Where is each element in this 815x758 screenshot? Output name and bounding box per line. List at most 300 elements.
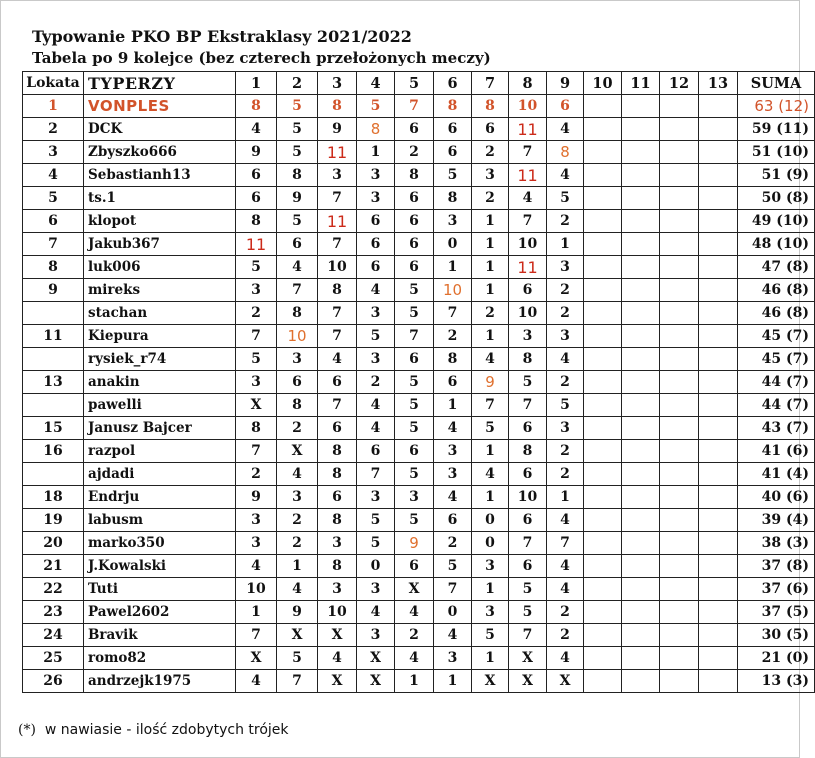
round-score-cell: 5 — [357, 509, 395, 532]
round-score-cell — [584, 417, 622, 440]
table-row — [23, 394, 815, 417]
round-score-cell: 4 — [357, 394, 395, 417]
round-score-cell — [699, 578, 738, 601]
table-row — [23, 601, 815, 624]
round-score-cell: X — [472, 670, 509, 693]
table-row — [23, 417, 815, 440]
round-score-cell — [622, 486, 660, 509]
round-score-cell — [622, 394, 660, 417]
table-row — [23, 670, 815, 693]
round-score-cell — [622, 509, 660, 532]
total-points-cell: 41 (6) — [738, 440, 815, 463]
round-score-cell — [584, 348, 622, 371]
round-score-cell: 6 — [395, 440, 434, 463]
round-score-cell: 4 — [277, 256, 318, 279]
round-score-cell: 7 — [318, 394, 357, 417]
round-score-cell: 9 — [277, 601, 318, 624]
round-score-cell: 2 — [395, 624, 434, 647]
round-score-cell: 4 — [318, 348, 357, 371]
table-row — [23, 118, 815, 141]
round-score-cell — [699, 670, 738, 693]
round-score-cell: 3 — [395, 486, 434, 509]
player-name-cell: ajdadi — [84, 463, 236, 486]
total-points-cell: 45 (7) — [738, 325, 815, 348]
player-name-cell: anakin — [84, 371, 236, 394]
round-score-cell: 10 — [509, 95, 547, 118]
round-score-cell: 8 — [509, 440, 547, 463]
round-score-cell: 5 — [509, 371, 547, 394]
round-score-cell: 6 — [395, 187, 434, 210]
rank-cell: 7 — [23, 233, 84, 256]
round-score-cell: 11 — [509, 118, 547, 141]
round-score-cell — [622, 210, 660, 233]
total-points-cell: 37 (8) — [738, 555, 815, 578]
round-score-cell — [660, 348, 699, 371]
player-name-cell: Zbyszko666 — [84, 141, 236, 164]
round-score-cell: 11 — [318, 141, 357, 164]
rank-cell: 8 — [23, 256, 84, 279]
round-score-cell — [584, 118, 622, 141]
round-score-cell: 8 — [277, 302, 318, 325]
round-score-cell: X — [236, 394, 277, 417]
round-score-cell — [699, 394, 738, 417]
round-score-cell: 6 — [509, 417, 547, 440]
round-score-cell: 4 — [547, 555, 584, 578]
round-score-cell: 6 — [318, 371, 357, 394]
table-row — [23, 256, 815, 279]
total-points-cell: 39 (4) — [738, 509, 815, 532]
round-score-cell: X — [357, 670, 395, 693]
rank-cell: 11 — [23, 325, 84, 348]
round-score-cell — [660, 394, 699, 417]
round-score-cell: 8 — [318, 440, 357, 463]
round-score-cell — [622, 95, 660, 118]
round-score-cell: 6 — [395, 118, 434, 141]
rank-cell: 13 — [23, 371, 84, 394]
player-name-cell: Tuti — [84, 578, 236, 601]
round-score-cell — [660, 302, 699, 325]
round-score-cell — [699, 486, 738, 509]
header-round: 9 — [547, 72, 584, 95]
round-score-cell: 11 — [509, 164, 547, 187]
round-score-cell: 7 — [509, 532, 547, 555]
player-name-cell: Sebastianh13 — [84, 164, 236, 187]
round-score-cell — [699, 509, 738, 532]
round-score-cell: 8 — [236, 417, 277, 440]
rank-cell: 26 — [23, 670, 84, 693]
round-score-cell: 6 — [547, 95, 584, 118]
round-score-cell: 3 — [236, 509, 277, 532]
round-score-cell: X — [318, 624, 357, 647]
table-row — [23, 325, 815, 348]
round-score-cell: 8 — [318, 463, 357, 486]
rank-cell — [23, 463, 84, 486]
round-score-cell: 1 — [357, 141, 395, 164]
round-score-cell — [660, 256, 699, 279]
total-points-cell: 38 (3) — [738, 532, 815, 555]
round-score-cell — [584, 210, 622, 233]
rank-cell: 6 — [23, 210, 84, 233]
round-score-cell — [622, 233, 660, 256]
header-round: 8 — [509, 72, 547, 95]
round-score-cell: 7 — [547, 532, 584, 555]
round-score-cell — [622, 371, 660, 394]
round-score-cell: 11 — [236, 233, 277, 256]
rank-cell: 2 — [23, 118, 84, 141]
round-score-cell: 1 — [472, 279, 509, 302]
round-score-cell: 3 — [236, 371, 277, 394]
page-subtitle: Tabela po 9 kolejce (bez czterech przełożonych meczy) — [32, 49, 491, 67]
round-score-cell: 3 — [357, 302, 395, 325]
round-score-cell: 4 — [357, 601, 395, 624]
round-score-cell: 7 — [318, 302, 357, 325]
table-row — [23, 486, 815, 509]
round-score-cell: 4 — [547, 509, 584, 532]
player-name-cell: klopot — [84, 210, 236, 233]
round-score-cell: 2 — [547, 371, 584, 394]
round-score-cell: 7 — [318, 325, 357, 348]
round-score-cell — [699, 187, 738, 210]
round-score-cell: X — [318, 670, 357, 693]
total-points-cell: 37 (6) — [738, 578, 815, 601]
round-score-cell — [660, 647, 699, 670]
round-score-cell: 10 — [434, 279, 472, 302]
round-score-cell: 1 — [434, 670, 472, 693]
standings-table — [22, 71, 815, 693]
round-score-cell: 1 — [434, 394, 472, 417]
round-score-cell: 7 — [509, 210, 547, 233]
round-score-cell: 7 — [509, 624, 547, 647]
table-row — [23, 624, 815, 647]
round-score-cell: 2 — [547, 302, 584, 325]
round-score-cell: 9 — [395, 532, 434, 555]
round-score-cell — [622, 417, 660, 440]
player-name-cell: luk006 — [84, 256, 236, 279]
rank-cell: 16 — [23, 440, 84, 463]
header-typerzy: TYPERZY — [84, 72, 236, 95]
round-score-cell — [699, 118, 738, 141]
header-suma: SUMA — [738, 72, 815, 95]
footnote-text: w nawiasie - ilość zdobytych trójek — [44, 722, 289, 738]
player-name-cell: Pawel2602 — [84, 601, 236, 624]
total-points-cell: 51 (9) — [738, 164, 815, 187]
round-score-cell: 1 — [472, 233, 509, 256]
round-score-cell — [622, 555, 660, 578]
round-score-cell — [660, 325, 699, 348]
round-score-cell: 7 — [236, 440, 277, 463]
round-score-cell: 6 — [357, 440, 395, 463]
round-score-cell — [584, 141, 622, 164]
round-score-cell: 10 — [236, 578, 277, 601]
round-score-cell — [622, 624, 660, 647]
rank-cell: 4 — [23, 164, 84, 187]
round-score-cell — [584, 187, 622, 210]
round-score-cell — [660, 210, 699, 233]
round-score-cell: 5 — [357, 95, 395, 118]
round-score-cell: 6 — [236, 164, 277, 187]
round-score-cell — [699, 555, 738, 578]
header-round: 7 — [472, 72, 509, 95]
round-score-cell: 8 — [318, 279, 357, 302]
round-score-cell: 6 — [318, 486, 357, 509]
round-score-cell: 8 — [277, 394, 318, 417]
round-score-cell — [622, 302, 660, 325]
round-score-cell: 5 — [395, 463, 434, 486]
total-points-cell: 44 (7) — [738, 394, 815, 417]
round-score-cell: 1 — [472, 325, 509, 348]
rank-cell: 15 — [23, 417, 84, 440]
round-score-cell: 7 — [318, 187, 357, 210]
round-score-cell: 4 — [236, 555, 277, 578]
round-score-cell — [699, 256, 738, 279]
round-score-cell: 8 — [434, 348, 472, 371]
round-score-cell: 4 — [472, 348, 509, 371]
round-score-cell: 8 — [434, 187, 472, 210]
round-score-cell: 3 — [357, 348, 395, 371]
round-score-cell: 5 — [357, 532, 395, 555]
round-score-cell: 4 — [547, 578, 584, 601]
round-score-cell: 2 — [547, 279, 584, 302]
round-score-cell: 0 — [472, 509, 509, 532]
round-score-cell — [622, 187, 660, 210]
round-score-cell — [699, 601, 738, 624]
round-score-cell: 9 — [472, 371, 509, 394]
player-name-cell: DCK — [84, 118, 236, 141]
round-score-cell: 10 — [318, 256, 357, 279]
round-score-cell: 2 — [547, 601, 584, 624]
round-score-cell — [622, 601, 660, 624]
round-score-cell: 4 — [547, 647, 584, 670]
rank-cell: 18 — [23, 486, 84, 509]
round-score-cell: 1 — [236, 601, 277, 624]
round-score-cell — [584, 440, 622, 463]
round-score-cell — [584, 532, 622, 555]
table-row — [23, 233, 815, 256]
round-score-cell — [660, 670, 699, 693]
round-score-cell: 0 — [357, 555, 395, 578]
total-points-cell: 45 (7) — [738, 348, 815, 371]
round-score-cell — [622, 532, 660, 555]
round-score-cell: 2 — [547, 624, 584, 647]
round-score-cell: 4 — [318, 647, 357, 670]
round-score-cell — [699, 371, 738, 394]
round-score-cell: 3 — [357, 578, 395, 601]
player-name-cell: Endrju — [84, 486, 236, 509]
round-score-cell — [584, 371, 622, 394]
round-score-cell — [699, 279, 738, 302]
total-points-cell: 21 (0) — [738, 647, 815, 670]
round-score-cell: 5 — [509, 601, 547, 624]
round-score-cell: 1 — [472, 578, 509, 601]
header-round: 6 — [434, 72, 472, 95]
round-score-cell: 6 — [318, 417, 357, 440]
round-score-cell — [584, 95, 622, 118]
round-score-cell: X — [277, 624, 318, 647]
round-score-cell: 2 — [357, 371, 395, 394]
round-score-cell — [622, 325, 660, 348]
round-score-cell: 8 — [472, 95, 509, 118]
header-round: 2 — [277, 72, 318, 95]
rank-cell: 20 — [23, 532, 84, 555]
player-name-cell: stachan — [84, 302, 236, 325]
round-score-cell: 5 — [277, 95, 318, 118]
round-score-cell — [660, 440, 699, 463]
round-score-cell: 6 — [395, 256, 434, 279]
round-score-cell: X — [236, 647, 277, 670]
round-score-cell: 11 — [318, 210, 357, 233]
player-name-cell: razpol — [84, 440, 236, 463]
round-score-cell — [660, 371, 699, 394]
rank-cell: 5 — [23, 187, 84, 210]
total-points-cell: 43 (7) — [738, 417, 815, 440]
round-score-cell: 4 — [357, 279, 395, 302]
rank-cell — [23, 394, 84, 417]
rank-cell: 22 — [23, 578, 84, 601]
round-score-cell: 8 — [277, 164, 318, 187]
player-name-cell: Janusz Bajcer — [84, 417, 236, 440]
round-score-cell: 7 — [277, 670, 318, 693]
round-score-cell: 9 — [318, 118, 357, 141]
round-score-cell: 2 — [277, 509, 318, 532]
round-score-cell: 6 — [434, 118, 472, 141]
round-score-cell — [660, 279, 699, 302]
total-points-cell: 50 (8) — [738, 187, 815, 210]
round-score-cell — [622, 647, 660, 670]
round-score-cell — [622, 348, 660, 371]
round-score-cell: 8 — [547, 141, 584, 164]
round-score-cell — [699, 532, 738, 555]
header-round: 3 — [318, 72, 357, 95]
round-score-cell: 4 — [434, 486, 472, 509]
round-score-cell: 8 — [357, 118, 395, 141]
round-score-cell: 7 — [236, 624, 277, 647]
header-round: 13 — [699, 72, 738, 95]
round-score-cell: X — [509, 647, 547, 670]
round-score-cell: 8 — [395, 164, 434, 187]
round-score-cell: 4 — [236, 118, 277, 141]
table-row — [23, 509, 815, 532]
table-row — [23, 187, 815, 210]
round-score-cell: 6 — [434, 371, 472, 394]
table-row — [23, 578, 815, 601]
round-score-cell: 9 — [236, 141, 277, 164]
round-score-cell: 4 — [509, 187, 547, 210]
table-row — [23, 279, 815, 302]
round-score-cell — [660, 233, 699, 256]
round-score-cell — [660, 555, 699, 578]
round-score-cell — [584, 164, 622, 187]
round-score-cell — [584, 233, 622, 256]
round-score-cell: 3 — [277, 486, 318, 509]
round-score-cell: 5 — [357, 325, 395, 348]
round-score-cell: 6 — [277, 233, 318, 256]
round-score-cell: 1 — [472, 440, 509, 463]
round-score-cell: 3 — [434, 210, 472, 233]
player-name-cell: marko350 — [84, 532, 236, 555]
round-score-cell: 7 — [395, 325, 434, 348]
round-score-cell — [660, 578, 699, 601]
total-points-cell: 46 (8) — [738, 279, 815, 302]
footnote — [18, 722, 289, 738]
table-row — [23, 164, 815, 187]
round-score-cell: 10 — [318, 601, 357, 624]
round-score-cell — [699, 302, 738, 325]
round-score-cell: 4 — [395, 647, 434, 670]
round-score-cell: 1 — [547, 233, 584, 256]
round-score-cell — [699, 95, 738, 118]
player-name-cell: rysiek_r74 — [84, 348, 236, 371]
round-score-cell: X — [277, 440, 318, 463]
round-score-cell: 5 — [277, 118, 318, 141]
round-score-cell: 5 — [236, 256, 277, 279]
round-score-cell: 3 — [472, 601, 509, 624]
round-score-cell: 4 — [434, 624, 472, 647]
round-score-cell — [622, 279, 660, 302]
round-score-cell: 7 — [434, 302, 472, 325]
round-score-cell: 9 — [277, 187, 318, 210]
player-name-cell: mireks — [84, 279, 236, 302]
round-score-cell: 6 — [395, 233, 434, 256]
round-score-cell: 1 — [472, 647, 509, 670]
round-score-cell: 7 — [236, 325, 277, 348]
round-score-cell — [584, 302, 622, 325]
round-score-cell — [699, 325, 738, 348]
round-score-cell: X — [509, 670, 547, 693]
round-score-cell: 3 — [236, 279, 277, 302]
round-score-cell: 3 — [318, 578, 357, 601]
round-score-cell — [584, 325, 622, 348]
round-score-cell: 6 — [509, 279, 547, 302]
table-row — [23, 141, 815, 164]
round-score-cell: 1 — [395, 670, 434, 693]
footnote-marker: (*) — [18, 722, 36, 738]
round-score-cell: 7 — [318, 233, 357, 256]
round-score-cell — [584, 601, 622, 624]
round-score-cell: 5 — [395, 302, 434, 325]
rank-cell: 3 — [23, 141, 84, 164]
round-score-cell: 5 — [547, 394, 584, 417]
player-name-cell: romo82 — [84, 647, 236, 670]
round-score-cell: 5 — [395, 417, 434, 440]
rank-cell: 24 — [23, 624, 84, 647]
round-score-cell: 6 — [277, 371, 318, 394]
total-points-cell: 44 (7) — [738, 371, 815, 394]
rank-cell: 9 — [23, 279, 84, 302]
header-round: 1 — [236, 72, 277, 95]
round-score-cell — [699, 164, 738, 187]
round-score-cell: 3 — [357, 187, 395, 210]
round-score-cell — [584, 486, 622, 509]
round-score-cell: 3 — [547, 325, 584, 348]
round-score-cell — [660, 417, 699, 440]
table-row — [23, 302, 815, 325]
round-score-cell: 7 — [509, 394, 547, 417]
round-score-cell: 3 — [472, 164, 509, 187]
round-score-cell: 1 — [434, 256, 472, 279]
rank-cell: 1 — [23, 95, 84, 118]
round-score-cell: 4 — [357, 417, 395, 440]
player-name-cell: Jakub367 — [84, 233, 236, 256]
round-score-cell: 1 — [472, 486, 509, 509]
round-score-cell: 1 — [547, 486, 584, 509]
total-points-cell: 37 (5) — [738, 601, 815, 624]
round-score-cell: 7 — [509, 141, 547, 164]
round-score-cell: 6 — [509, 463, 547, 486]
round-score-cell: 2 — [434, 532, 472, 555]
round-score-cell: 5 — [395, 279, 434, 302]
header-round: 4 — [357, 72, 395, 95]
round-score-cell: 4 — [434, 417, 472, 440]
